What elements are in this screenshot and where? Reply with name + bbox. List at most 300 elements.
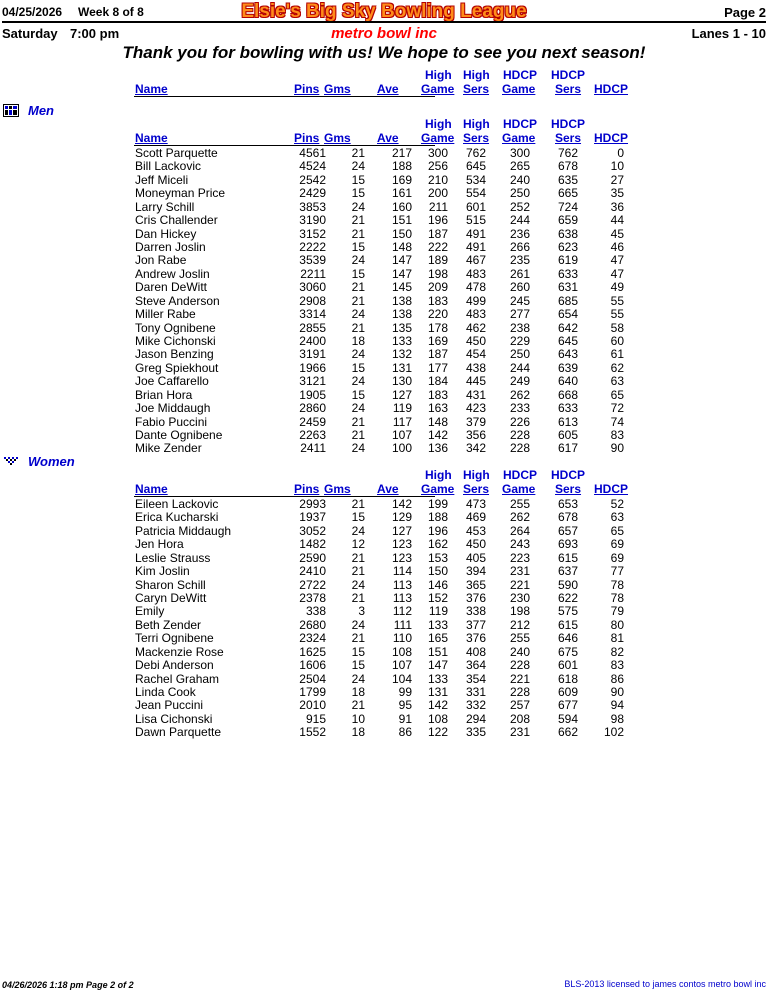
table-row: [0, 200, 768, 213]
col-hdcp: HDCP: [594, 131, 629, 145]
average-value: 113: [392, 591, 412, 605]
high-game-value: 133: [427, 617, 448, 632]
handicap-value: 65: [610, 387, 624, 402]
col-gms: Gms: [324, 482, 351, 496]
hdcp-game-value: 238: [509, 320, 530, 335]
average-value: 132: [391, 347, 412, 362]
hdcp-game-value: 226: [509, 414, 530, 429]
hdcp-game-value: 250: [509, 186, 530, 201]
high-series-value: 534: [465, 172, 486, 187]
pins-value: 1482: [299, 537, 326, 552]
bowler-name: Darren Joslin: [135, 240, 206, 254]
handicap-value: 62: [610, 360, 624, 375]
games-value: 15: [351, 360, 365, 375]
table-row: [0, 578, 768, 591]
table-row: [0, 591, 768, 604]
col-high-sers: Sers: [463, 482, 490, 496]
hdcp-game-value: 240: [509, 172, 530, 187]
hdcp-series-value: 622: [557, 591, 578, 605]
games-value: 10: [351, 711, 365, 726]
handicap-value: 78: [610, 591, 624, 605]
average-value: 169: [391, 172, 412, 187]
games-value: 15: [351, 172, 365, 187]
high-game-value: 162: [427, 537, 448, 552]
high-game-value: 153: [427, 550, 448, 565]
license-notice: BLS-2013 licensed to james contos metro bowl inc: [564, 979, 766, 989]
bowler-name: Emily: [135, 604, 165, 619]
table-row: [0, 307, 768, 320]
games-value: 18: [351, 725, 365, 740]
col-hdcp-game: Game: [502, 482, 536, 496]
games-value: 15: [351, 266, 365, 281]
high-series-value: 394: [465, 564, 486, 579]
pins-value: 3190: [299, 213, 326, 228]
average-value: 117: [392, 414, 412, 429]
high-series-value: 338: [465, 604, 486, 619]
hdcp-series-value: 637: [557, 564, 578, 579]
handicap-value: 65: [610, 523, 624, 538]
high-game-value: 147: [427, 658, 448, 673]
col-name: Name: [135, 131, 168, 145]
pins-value: 2542: [299, 172, 326, 187]
handicap-value: 78: [610, 577, 624, 592]
bowler-name: Larry Schill: [135, 199, 195, 214]
table-row: [0, 415, 768, 428]
high-series-value: 377: [465, 617, 486, 632]
bowler-name: Beth Zender: [135, 617, 202, 632]
hdcp-game-value: 231: [509, 564, 530, 579]
pins-value: 2722: [299, 577, 326, 592]
games-value: 15: [351, 658, 365, 673]
high-game-value: 187: [427, 226, 448, 241]
table-row: [0, 294, 768, 307]
handicap-value: 10: [610, 159, 624, 174]
games-value: 21: [351, 280, 365, 295]
high-series-value: 332: [465, 698, 486, 713]
high-game-value: 151: [427, 644, 448, 659]
table-row: [0, 524, 768, 537]
high-game-value: 131: [427, 685, 448, 700]
average-value: 91: [398, 711, 412, 726]
pins-value: 2010: [299, 698, 326, 713]
high-series-value: 294: [465, 711, 486, 726]
games-value: 21: [351, 213, 365, 228]
col-hdcp-game-top: HDCP: [503, 117, 538, 131]
col-pins: Pins: [294, 482, 320, 496]
hdcp-series-value: 639: [557, 360, 578, 375]
average-value: 113: [392, 577, 412, 592]
league-title: Elsie's Big Sky Bowling League: [241, 1, 527, 22]
col-hdcp-sers: Sers: [555, 82, 582, 96]
high-series-value: 354: [465, 671, 486, 686]
high-game-value: 189: [427, 253, 448, 268]
games-value: 24: [351, 401, 365, 416]
hdcp-game-value: 240: [509, 644, 530, 659]
games-value: 21: [351, 564, 365, 579]
col-hdcp: HDCP: [594, 82, 629, 96]
col-high-sers-top: High: [463, 117, 490, 131]
high-series-value: 356: [465, 428, 486, 443]
hdcp-game-value: 212: [509, 617, 530, 632]
games-value: 24: [351, 617, 365, 632]
bowler-name: Steve Anderson: [135, 293, 220, 308]
high-series-value: 554: [465, 186, 486, 201]
pins-value: 2222: [299, 240, 326, 254]
hdcp-series-value: 640: [557, 374, 578, 389]
table-row: [0, 645, 768, 658]
hdcp-series-value: 685: [557, 293, 578, 308]
bowling-center-name: metro bowl inc: [331, 25, 437, 42]
bowler-name: Brian Hora: [135, 387, 193, 402]
col-hdcp-game: Game: [502, 131, 536, 145]
handicap-value: 90: [610, 685, 624, 700]
hdcp-series-value: 665: [557, 186, 578, 201]
average-value: 108: [391, 644, 412, 659]
bowler-name: Fabio Puccini: [135, 414, 208, 429]
handicap-value: 77: [610, 564, 624, 579]
games-value: 21: [351, 293, 365, 308]
average-value: 129: [391, 510, 412, 525]
games-value: 21: [351, 414, 365, 429]
hdcp-series-value: 668: [557, 387, 578, 402]
men-bowling-icon: [3, 104, 19, 117]
pins-value: 3539: [299, 253, 326, 268]
pins-value: 915: [305, 711, 326, 726]
high-series-value: 478: [465, 280, 486, 295]
women-bowling-icon: [3, 455, 19, 468]
hdcp-game-value: 221: [509, 577, 530, 592]
pins-value: 4524: [299, 159, 326, 174]
average-value: 150: [391, 226, 412, 241]
col-high-game: Game: [421, 482, 455, 496]
high-game-value: 220: [427, 307, 448, 322]
handicap-value: 45: [610, 226, 624, 241]
high-game-value: 119: [428, 604, 448, 619]
hdcp-game-value: 243: [509, 537, 530, 552]
bowler-name: Cris Challender: [135, 213, 218, 228]
handicap-value: 81: [610, 631, 624, 646]
hdcp-series-value: 678: [557, 510, 578, 525]
bowler-name: Linda Cook: [135, 685, 196, 700]
games-value: 18: [351, 334, 365, 349]
hdcp-series-value: 615: [557, 550, 578, 565]
bowler-name: Jeff Miceli: [135, 172, 189, 187]
handicap-value: 36: [610, 199, 624, 214]
games-value: 15: [351, 644, 365, 659]
average-value: 111: [393, 617, 412, 632]
average-value: 138: [391, 293, 412, 308]
high-game-value: 152: [427, 591, 448, 605]
hdcp-game-value: 229: [509, 334, 530, 349]
games-value: 21: [351, 591, 365, 605]
pins-value: 2429: [299, 186, 326, 201]
bowler-name: Patricia Middaugh: [135, 523, 232, 538]
high-game-value: 211: [428, 199, 448, 214]
hdcp-series-value: 643: [557, 347, 578, 362]
men-section-label: Men: [28, 103, 54, 118]
bowler-name: Lisa Cichonski: [135, 711, 213, 726]
high-series-value: 601: [465, 199, 486, 214]
handicap-value: 47: [610, 266, 624, 281]
col-high-sers: Sers: [463, 131, 490, 145]
games-value: 21: [351, 550, 365, 565]
high-series-value: 365: [465, 577, 486, 592]
handicap-value: 69: [610, 550, 624, 565]
hdcp-series-value: 575: [557, 604, 578, 619]
hdcp-game-value: 228: [509, 441, 530, 456]
high-game-value: 108: [427, 711, 448, 726]
average-value: 114: [392, 564, 412, 579]
table-row: [0, 698, 768, 711]
average-value: 138: [391, 307, 412, 322]
bowler-name: Kim Joslin: [135, 564, 190, 579]
pins-value: 3060: [299, 280, 326, 295]
pins-value: 2908: [299, 293, 326, 308]
col-hdcp-game: Game: [502, 82, 536, 96]
games-value: 15: [351, 186, 365, 201]
handicap-value: 79: [610, 604, 624, 619]
games-value: 24: [351, 523, 365, 538]
women-section-label: Women: [28, 454, 75, 469]
col-hdcp-sers: Sers: [555, 131, 582, 145]
pins-value: 3052: [299, 523, 326, 538]
pins-value: 1966: [299, 360, 326, 375]
hdcp-game-value: 277: [509, 307, 530, 322]
high-game-value: 142: [427, 428, 448, 443]
bowler-name: Leslie Strauss: [135, 550, 211, 565]
handicap-value: 98: [610, 711, 624, 726]
average-value: 95: [398, 698, 412, 713]
table-row: [0, 441, 768, 454]
high-series-value: 438: [465, 360, 486, 375]
pins-value: 2263: [299, 428, 326, 443]
hdcp-series-value: 601: [557, 658, 578, 673]
average-value: 119: [392, 401, 412, 416]
hdcp-game-value: 262: [509, 510, 530, 525]
average-value: 110: [392, 631, 412, 646]
average-value: 100: [391, 441, 412, 456]
bowler-name: Andrew Joslin: [135, 266, 210, 281]
table-row: [0, 497, 768, 510]
handicap-value: 80: [610, 617, 624, 632]
hdcp-series-value: 635: [557, 172, 578, 187]
col-high-game: Game: [421, 82, 455, 96]
table-row: [0, 280, 768, 293]
table-row: [0, 227, 768, 240]
table-row: [0, 510, 768, 523]
high-game-value: 136: [427, 441, 448, 456]
handicap-value: 44: [610, 213, 624, 228]
hdcp-game-value: 223: [509, 550, 530, 565]
col-high-game: Game: [421, 131, 455, 145]
games-value: 15: [351, 240, 365, 254]
pins-value: 2504: [299, 671, 326, 686]
handicap-value: 86: [610, 671, 624, 686]
col-high-sers-top: High: [463, 68, 490, 82]
average-value: 217: [391, 146, 412, 160]
pins-value: 1937: [299, 510, 326, 525]
high-series-value: 483: [465, 266, 486, 281]
high-game-value: 198: [427, 266, 448, 281]
hdcp-series-value: 659: [557, 213, 578, 228]
league-time: 7:00 pm: [70, 26, 120, 41]
games-value: 24: [351, 159, 365, 174]
table-row: [0, 725, 768, 738]
bowler-name: Debi Anderson: [135, 658, 214, 673]
hdcp-series-value: 633: [557, 401, 578, 416]
hdcp-game-value: 255: [509, 497, 530, 511]
high-game-value: 222: [427, 240, 448, 254]
table-row: [0, 146, 768, 159]
pins-value: 338: [305, 604, 326, 619]
column-header-top: [0, 68, 768, 98]
bowler-name: Bill Lackovic: [135, 159, 202, 174]
bowler-name: Erica Kucharski: [135, 510, 219, 525]
high-game-value: 178: [427, 320, 448, 335]
handicap-value: 90: [610, 441, 624, 456]
games-value: 21: [351, 428, 365, 443]
pins-value: 1606: [299, 658, 326, 673]
games-value: 24: [351, 671, 365, 686]
table-row: [0, 361, 768, 374]
hdcp-series-value: 609: [557, 685, 578, 700]
high-series-value: 473: [465, 497, 486, 511]
hdcp-series-value: 646: [557, 631, 578, 646]
average-value: 99: [398, 685, 412, 700]
hdcp-game-value: 252: [509, 199, 530, 214]
hdcp-series-value: 642: [557, 320, 578, 335]
high-game-value: 196: [427, 523, 448, 538]
average-value: 147: [391, 253, 412, 268]
high-game-value: 142: [427, 698, 448, 713]
average-value: 104: [391, 671, 412, 686]
hdcp-game-value: 236: [509, 226, 530, 241]
high-game-value: 169: [427, 334, 448, 349]
pins-value: 2411: [300, 441, 326, 456]
handicap-value: 58: [610, 320, 624, 335]
pins-value: 2410: [299, 564, 326, 579]
high-series-value: 499: [465, 293, 486, 308]
handicap-value: 35: [610, 186, 624, 201]
bowler-name: Greg Spiekhout: [135, 360, 219, 375]
games-value: 21: [351, 320, 365, 335]
lanes-label: Lanes 1 - 10: [691, 26, 766, 41]
report-date: 04/25/2026: [2, 5, 63, 19]
hdcp-game-value: 266: [509, 240, 530, 254]
col-hdcp-game-top: HDCP: [503, 68, 538, 82]
pins-value: 2459: [299, 414, 326, 429]
bowler-name: Dante Ognibene: [135, 428, 223, 443]
hdcp-game-value: 228: [509, 658, 530, 673]
hdcp-game-value: 221: [509, 671, 530, 686]
column-header-men: [0, 117, 768, 147]
table-row: [0, 240, 768, 253]
col-name: Name: [135, 482, 168, 496]
games-value: 21: [351, 146, 365, 160]
col-high-sers-top: High: [463, 468, 490, 482]
pins-value: 2400: [299, 334, 326, 349]
hdcp-series-value: 623: [557, 240, 578, 254]
hdcp-game-value: 208: [509, 711, 530, 726]
average-value: 188: [391, 159, 412, 174]
games-value: 21: [351, 631, 365, 646]
games-value: 3: [358, 604, 365, 619]
table-row: [0, 658, 768, 671]
high-series-value: 491: [465, 240, 486, 254]
high-series-value: 445: [465, 374, 486, 389]
pins-value: 1905: [299, 387, 326, 402]
high-series-value: 762: [465, 146, 486, 160]
high-game-value: 148: [427, 414, 448, 429]
header-rule: [2, 21, 766, 23]
hdcp-series-value: 615: [557, 617, 578, 632]
handicap-value: 63: [610, 374, 624, 389]
table-row: [0, 253, 768, 266]
bowler-name: Sharon Schill: [135, 577, 206, 592]
page-number: Page 2: [724, 5, 766, 20]
table-row: [0, 604, 768, 617]
high-series-value: 408: [465, 644, 486, 659]
high-series-value: 423: [465, 401, 486, 416]
hdcp-series-value: 654: [557, 307, 578, 322]
col-ave: Ave: [377, 482, 399, 496]
average-value: 127: [391, 523, 412, 538]
hdcp-game-value: 235: [509, 253, 530, 268]
hdcp-game-value: 300: [509, 146, 530, 160]
table-row: [0, 564, 768, 577]
hdcp-series-value: 618: [557, 671, 578, 686]
table-row: [0, 401, 768, 414]
average-value: 160: [391, 199, 412, 214]
average-value: 147: [391, 266, 412, 281]
games-value: 24: [351, 577, 365, 592]
high-series-value: 376: [465, 591, 486, 605]
pins-value: 2860: [299, 401, 326, 416]
handicap-value: 72: [610, 401, 624, 416]
high-series-value: 483: [465, 307, 486, 322]
handicap-value: 46: [610, 240, 624, 254]
high-series-value: 331: [465, 685, 486, 700]
table-row: [0, 347, 768, 360]
high-game-value: 196: [427, 213, 448, 228]
average-value: 123: [391, 537, 412, 552]
high-series-value: 405: [465, 550, 486, 565]
high-series-value: 376: [465, 631, 486, 646]
high-series-value: 453: [465, 523, 486, 538]
bowler-name: Dawn Parquette: [135, 725, 222, 740]
high-series-value: 431: [465, 387, 486, 402]
bowler-name: Moneyman Price: [135, 186, 226, 201]
hdcp-game-value: 262: [509, 387, 530, 402]
bowler-name: Tony Ognibene: [135, 320, 216, 335]
bowler-name: Jason Benzing: [135, 347, 214, 362]
week-label: Week 8 of 8: [78, 5, 144, 19]
table-row: [0, 267, 768, 280]
hdcp-series-value: 653: [557, 497, 578, 511]
handicap-value: 49: [610, 280, 624, 295]
hdcp-game-value: 245: [509, 293, 530, 308]
high-game-value: 183: [427, 293, 448, 308]
pins-value: 1799: [299, 685, 326, 700]
bowler-name: Jen Hora: [135, 537, 184, 552]
hdcp-series-value: 619: [557, 253, 578, 268]
table-row: [0, 551, 768, 564]
average-value: 107: [391, 428, 412, 443]
pins-value: 3121: [299, 374, 326, 389]
high-game-value: 256: [427, 159, 448, 174]
table-row: [0, 334, 768, 347]
high-series-value: 467: [465, 253, 486, 268]
